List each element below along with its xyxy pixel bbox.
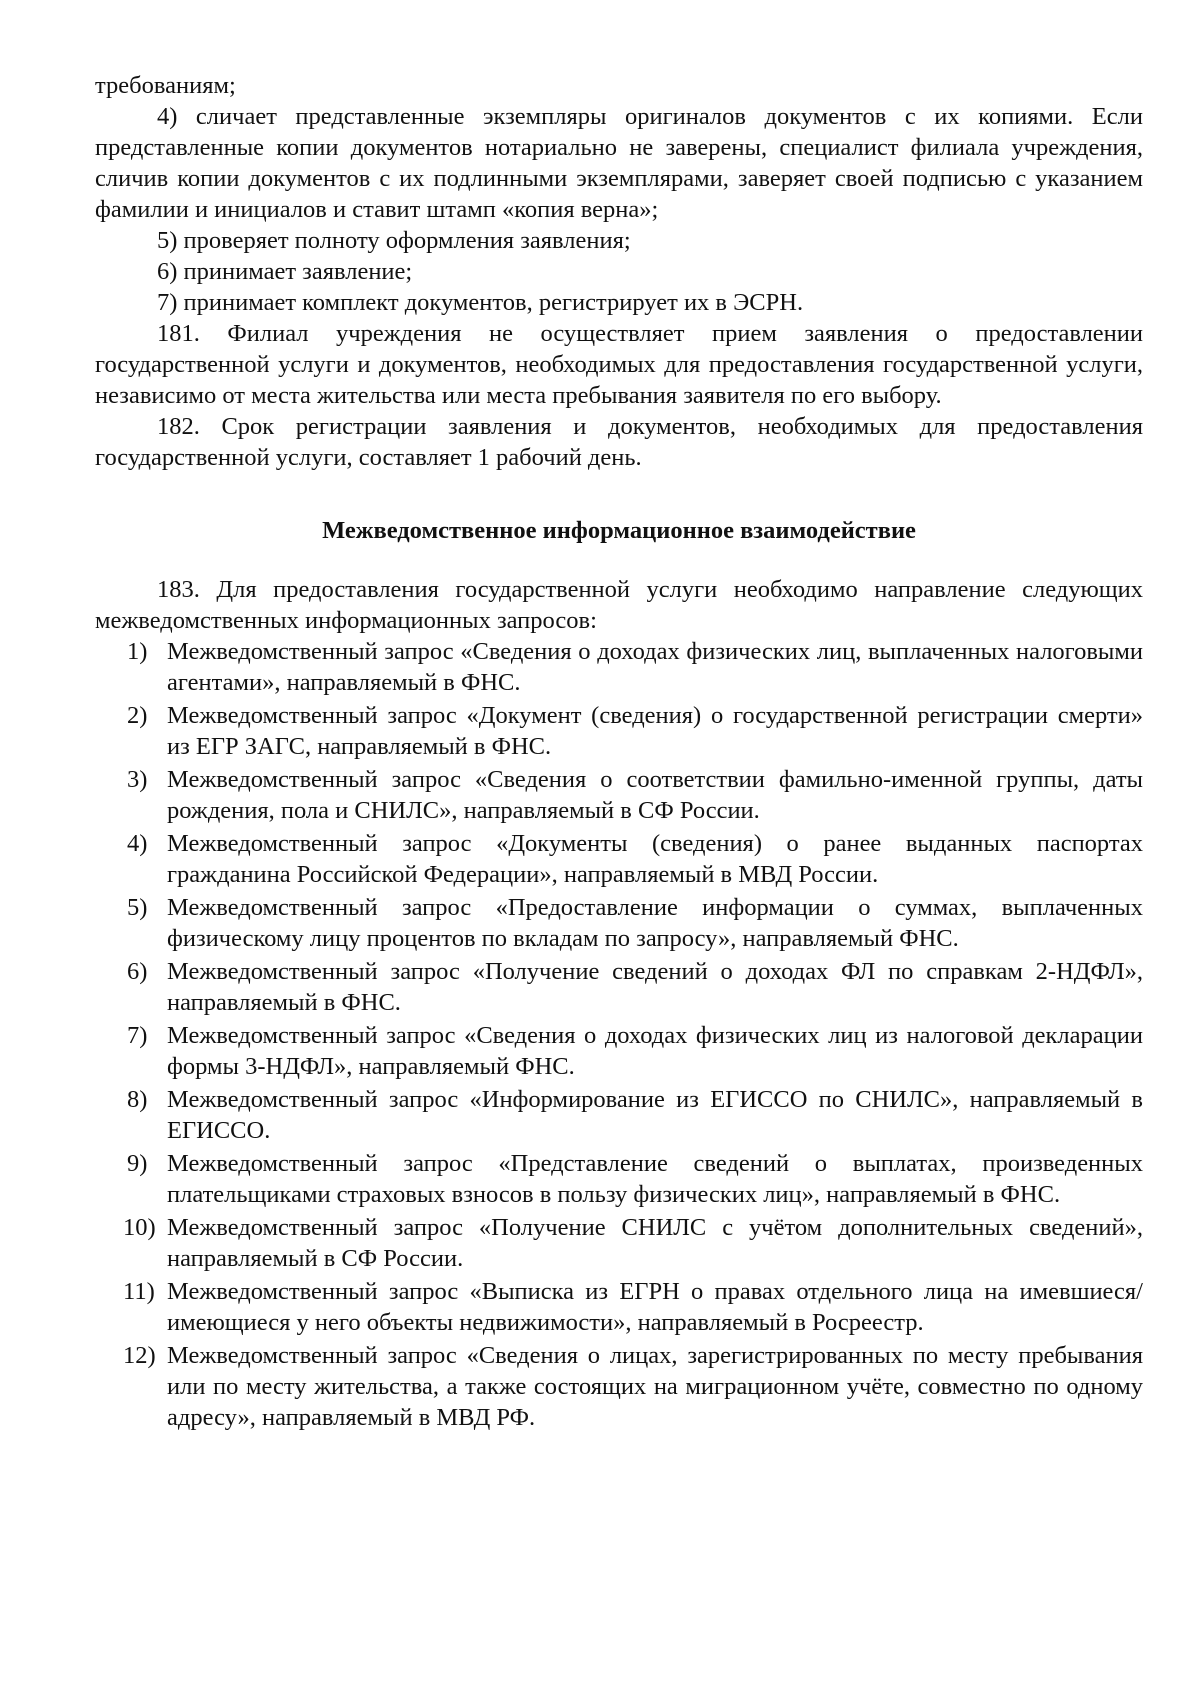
list-item-number: 4) — [127, 830, 148, 857]
paragraph-item-5: 5) проверяет полноту оформления заявления; — [157, 227, 631, 254]
list-item-number: 12) — [123, 1342, 156, 1369]
list-item-number: 3) — [127, 766, 148, 793]
list-item — [95, 636, 1143, 698]
paragraph-182: 182. Срок регистрации заявления и документов, необходимых для предоставления государственной услуги, составляет 1 рабочий день. — [95, 413, 1143, 471]
paragraph-183: 183. Для предоставления государственной услуги необходимо направление следующих межведомственных информационных запросов: — [95, 576, 1143, 634]
list-item-number: 9) — [127, 1150, 148, 1177]
list-item-text: Межведомственный запрос «Получение СНИЛС с учётом дополнительных сведений», направляемый в СФ России. — [167, 1214, 1143, 1272]
list-item-text: Межведомственный запрос «Сведения о соответствии фамильно-именной группы, даты рождения, пола и СНИЛС», направляемый в СФ России. — [167, 766, 1143, 824]
document-page — [95, 70, 1143, 1435]
list-item — [95, 956, 1143, 1018]
list-item-text: Межведомственный запрос «Сведения о лицах, зарегистрированных по месту пребывания или по месту жительства, а также состоящих на миграционном учёте, совместно по одному адресу», направляемый в МВД РФ. — [167, 1342, 1143, 1431]
list-item — [95, 1020, 1143, 1082]
paragraph-181: 181. Филиал учреждения не осуществляет прием заявления о предоставлении государственной услуги и документов, необходимых для предоставления государственной услуги, независимо от места жительства или места пребывания заявителя по его выбору. — [95, 320, 1143, 409]
paragraph-item-7: 7) принимает комплект документов, регистрирует их в ЭСРН. — [157, 289, 804, 316]
list-item-number: 5) — [127, 894, 148, 921]
list-item-number: 11) — [123, 1278, 155, 1305]
list-item — [95, 1212, 1143, 1274]
list-item-number: 6) — [127, 958, 148, 985]
list-item-number: 7) — [127, 1022, 148, 1049]
list-item — [95, 700, 1143, 762]
list-item — [95, 1148, 1143, 1210]
list-item-number: 8) — [127, 1086, 148, 1113]
list-item-text: Межведомственный запрос «Документы (сведения) о ранее выданных паспортах гражданина Российской Федерации», направляемый в МВД России. — [167, 830, 1143, 888]
paragraph-item-4: 4) сличает представленные экземпляры оригиналов документов с их копиями. Если представленные копии документов нотариально не заверены, специалист филиала учреждения, сличив копии документов с их подлинными экземплярами, заверяет своей подписью с указанием фамилии и инициалов и ставит штамп «копия верна»; — [95, 103, 1143, 223]
list-item — [95, 764, 1143, 826]
list-item — [95, 828, 1143, 890]
list-item-text: Межведомственный запрос «Представление сведений о выплатах, произведенных плательщиками страховых взносов в пользу физических лиц», направляемый в ФНС. — [167, 1150, 1143, 1208]
list-item-text: Межведомственный запрос «Документ (сведения) о государственной регистрации смерти» из ЕГР ЗАГС, направляемый в ФНС. — [167, 702, 1143, 760]
list-item — [95, 892, 1143, 954]
list-item-text: Межведомственный запрос «Выписка из ЕГРН о правах отдельного лица на имевшиеся/имеющиеся у него объекты недвижимости», направляемый в Росреестр. — [167, 1278, 1143, 1336]
list-item — [95, 1340, 1143, 1433]
requests-list — [95, 636, 1143, 1433]
paragraph-continuation: требованиям; — [95, 72, 236, 99]
list-item-text: Межведомственный запрос «Сведения о доходах физических лиц, выплаченных налоговыми агентами», направляемый в ФНС. — [167, 638, 1143, 696]
list-item-text: Межведомственный запрос «Предоставление информации о суммах, выплаченных физическому лицу процентов по вкладам по запросу», направляемый ФНС. — [167, 894, 1143, 952]
section-heading: Межведомственное информационное взаимодействие — [322, 517, 916, 544]
list-item-text: Межведомственный запрос «Сведения о доходах физических лиц из налоговой декларации формы 3-НДФЛ», направляемый ФНС. — [167, 1022, 1143, 1080]
list-item — [95, 1084, 1143, 1146]
list-item-number: 2) — [127, 702, 148, 729]
list-item-number: 10) — [123, 1214, 156, 1241]
list-item-text: Межведомственный запрос «Получение сведений о доходах ФЛ по справкам 2-НДФЛ», направляемый в ФНС. — [167, 958, 1143, 1016]
list-item — [95, 1276, 1143, 1338]
list-item-text: Межведомственный запрос «Информирование из ЕГИССО по СНИЛС», направляемый в ЕГИССО. — [167, 1086, 1143, 1144]
paragraph-item-6: 6) принимает заявление; — [157, 258, 413, 285]
list-item-number: 1) — [127, 638, 148, 665]
